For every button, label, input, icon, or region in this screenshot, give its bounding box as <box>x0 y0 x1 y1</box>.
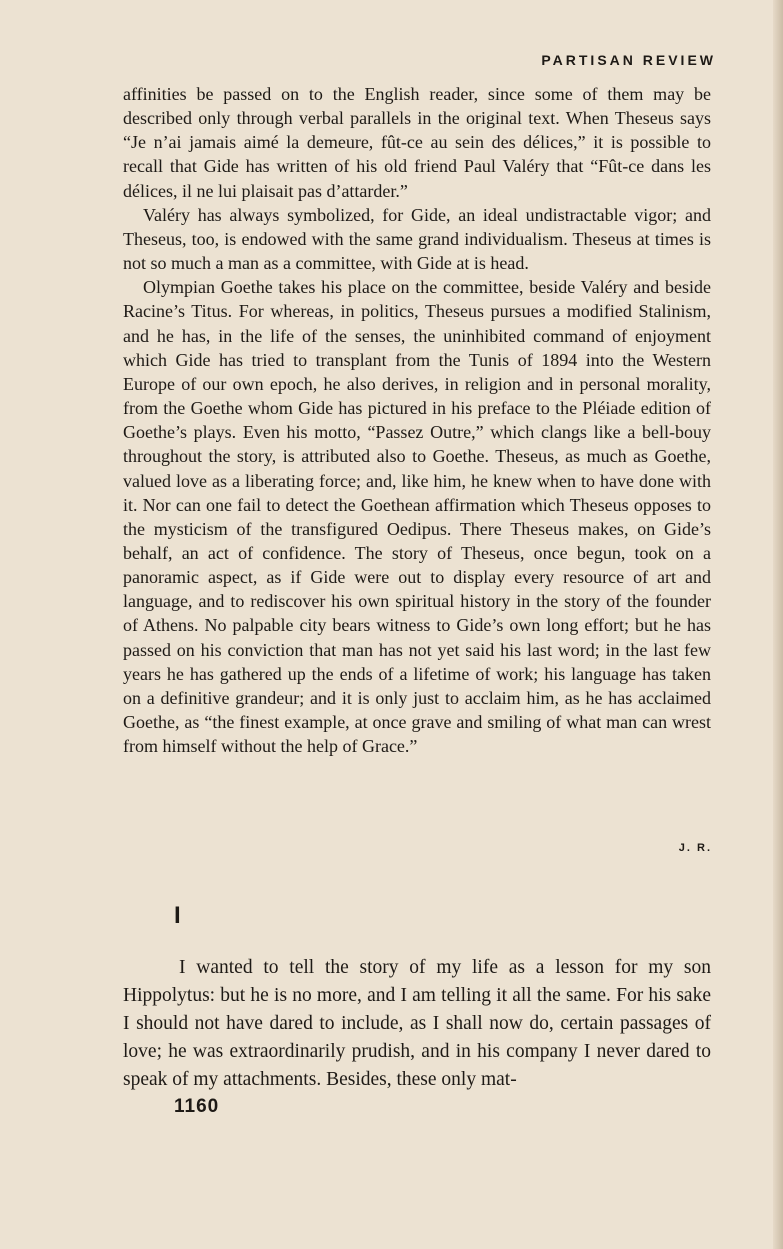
intro-paragraph: affinities be passed on to the English reader, since some of them may be described only through verbal parallels in the original text. When Theseus says “Je n’ai jamais aimé la demeure, fût-ce au sein des délices,” it is possible to recall that Gide has written of his old friend Paul Valéry that “Fût-ce dans les délices, il ne lui plaisait pas d’attarder.” <box>123 84 711 201</box>
intro-paragraph: Valéry has always symbolized, for Gide, an ideal undistractable vigor; and Theseus, too, is endowed with the same grand individualism. Theseus at times is not so much a man as a committee, with Gide at is head. <box>123 204 711 274</box>
intro-text-block <box>123 82 711 758</box>
section-number: I <box>174 902 181 929</box>
intro-paragraph: Olympian Goethe takes his place on the committee, beside Valéry and beside Racine’s Titus. For whereas, in politics, Theseus pursues a modified Stalinism, and he has, in the life of the senses, the uninhibited command of enjoyment which Gide has tried to transplant from the Tunis of 1894 into the Western Europe of our own epoch, he also derives, in religion and in personal morality, from the Goethe whom Gide has pictured in his preface to the Pléiade edition of Goethe’s plays. Even his motto, “Passez Outre,” which clangs like a bell-bouy throughout the story, is attributed also to Goethe. Theseus, as much as Goethe, valued love as a liberating force; and, like him, he knew when to have done with it. Nor can one fail to detect the Goethean affirmation which Theseus opposes to the mysticism of the transfigured Oedipus. There Theseus makes, on Gide’s behalf, an act of confidence. The story of Theseus, once begun, took on a panoramic aspect, as if Gide were out to display every resource of art and language, and to rediscover his own spiritual history in the story of the founder of Athens. No palpable city bears witness to Gide’s own long effort; but he has passed on his conviction that man has not yet said his last word; in the last few years he has gathered up the ends of a lifetime of work; his language has taken on a definitive grandeur; and it is only just to acclaim him, as he has acclaimed Goethe, as “the finest example, at once grave and smiling of what man can wrest from himself without the help of Grace.” <box>123 277 711 757</box>
author-initials: J. R. <box>678 842 712 854</box>
page-number: 1160 <box>174 1096 220 1117</box>
running-head: PARTISAN REVIEW <box>541 52 716 68</box>
story-text-block <box>123 954 711 1094</box>
page-edge-shadow <box>773 0 783 1249</box>
story-paragraph: I wanted to tell the story of my life as a lesson for my son Hippolytus: but he is no more, and I am telling it all the same. For his sake I should not have dared to include, as I shall now do, certain passages of love; he was extraordinarily prudish, and in his company I never dared to speak of my attachments. Besides, these only mat- <box>123 957 711 1090</box>
